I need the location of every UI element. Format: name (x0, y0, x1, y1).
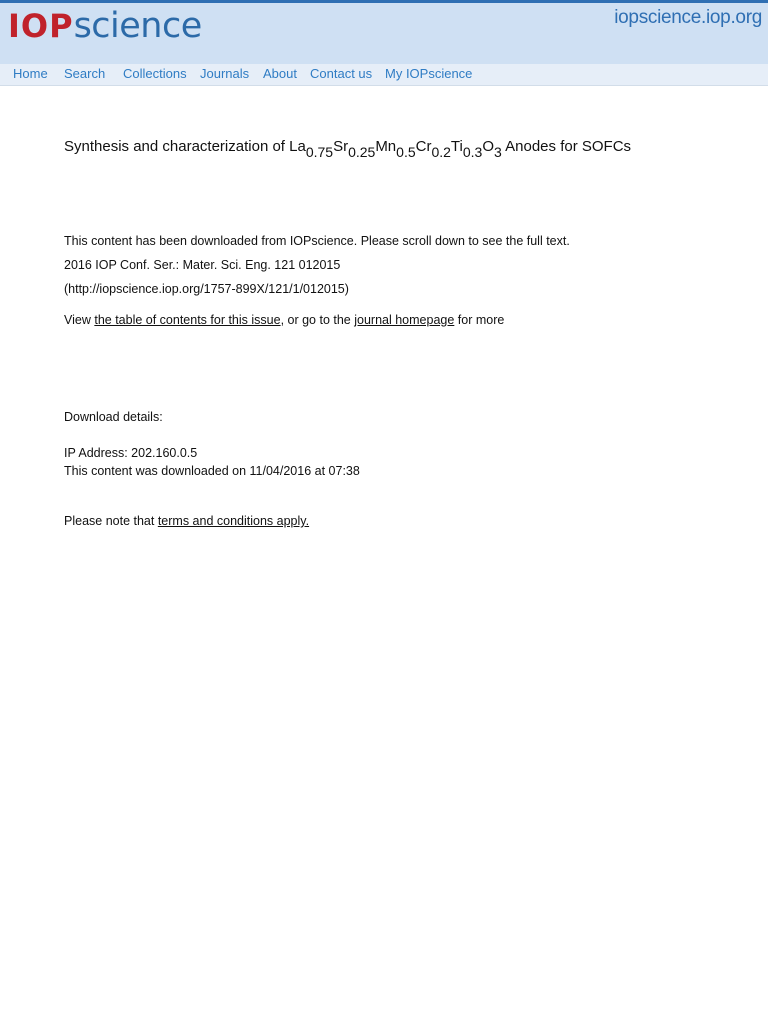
logo-iop-text: IOP (8, 7, 74, 45)
view-suffix: for more (454, 313, 505, 327)
terms-prefix: Please note that (64, 514, 158, 528)
journal-homepage-link[interactable]: journal homepage (354, 313, 455, 327)
formula-subscript: 0.75 (305, 144, 334, 160)
download-notice: This content has been downloaded from IOPscience. Please scroll down to see the full text. (64, 234, 570, 248)
nav-home[interactable]: Home (13, 66, 48, 81)
view-links-line (64, 313, 504, 327)
main-nav (0, 64, 768, 86)
title-formula (289, 138, 502, 160)
nav-my-iopscience[interactable]: My IOPscience (385, 66, 473, 81)
table-of-contents-link[interactable]: the table of contents for this issue (94, 313, 281, 327)
nav-collections[interactable]: Collections (123, 66, 187, 81)
title-suffix: Anodes for SOFCs (501, 138, 632, 155)
iopscience-logo[interactable] (8, 5, 202, 47)
site-url-link[interactable]: iopscience.iop.org (614, 7, 762, 28)
formula-element: O (482, 138, 495, 155)
logo-science-text: science (73, 6, 202, 46)
view-prefix: View (64, 313, 95, 327)
terms-and-conditions-link[interactable]: terms and conditions apply. (157, 514, 310, 528)
formula-element: Mn (375, 138, 397, 155)
view-middle: , or go to the (280, 313, 355, 327)
nav-contact-us[interactable]: Contact us (310, 66, 373, 81)
article-url: (http://iopscience.iop.org/1757-899X/121/1/012015) (64, 282, 349, 296)
formula-subscript: 0.5 (396, 144, 416, 160)
citation: 2016 IOP Conf. Ser.: Mater. Sci. Eng. 121 012015 (64, 258, 341, 272)
formula-element: La (289, 138, 306, 155)
site-header (0, 0, 768, 64)
article-title (64, 138, 632, 160)
title-prefix: Synthesis and characterization of (64, 138, 290, 155)
formula-subscript: 0.3 (462, 144, 483, 160)
download-details-heading: Download details: (64, 410, 163, 424)
formula-element: Ti (450, 138, 463, 155)
nav-journals[interactable]: Journals (200, 66, 250, 81)
terms-note (64, 514, 309, 528)
formula-subscript: 0.25 (348, 144, 376, 160)
nav-search[interactable]: Search (64, 66, 106, 81)
formula-subscript: 0.2 (431, 144, 451, 160)
ip-address: IP Address: 202.160.0.5 (64, 446, 198, 460)
nav-about[interactable]: About (263, 66, 297, 81)
formula-element: Cr (415, 138, 432, 155)
formula-subscript: 3 (494, 144, 502, 160)
formula-element: Sr (333, 138, 349, 155)
download-date: This content was downloaded on 11/04/2016 at 07:38 (64, 464, 360, 478)
